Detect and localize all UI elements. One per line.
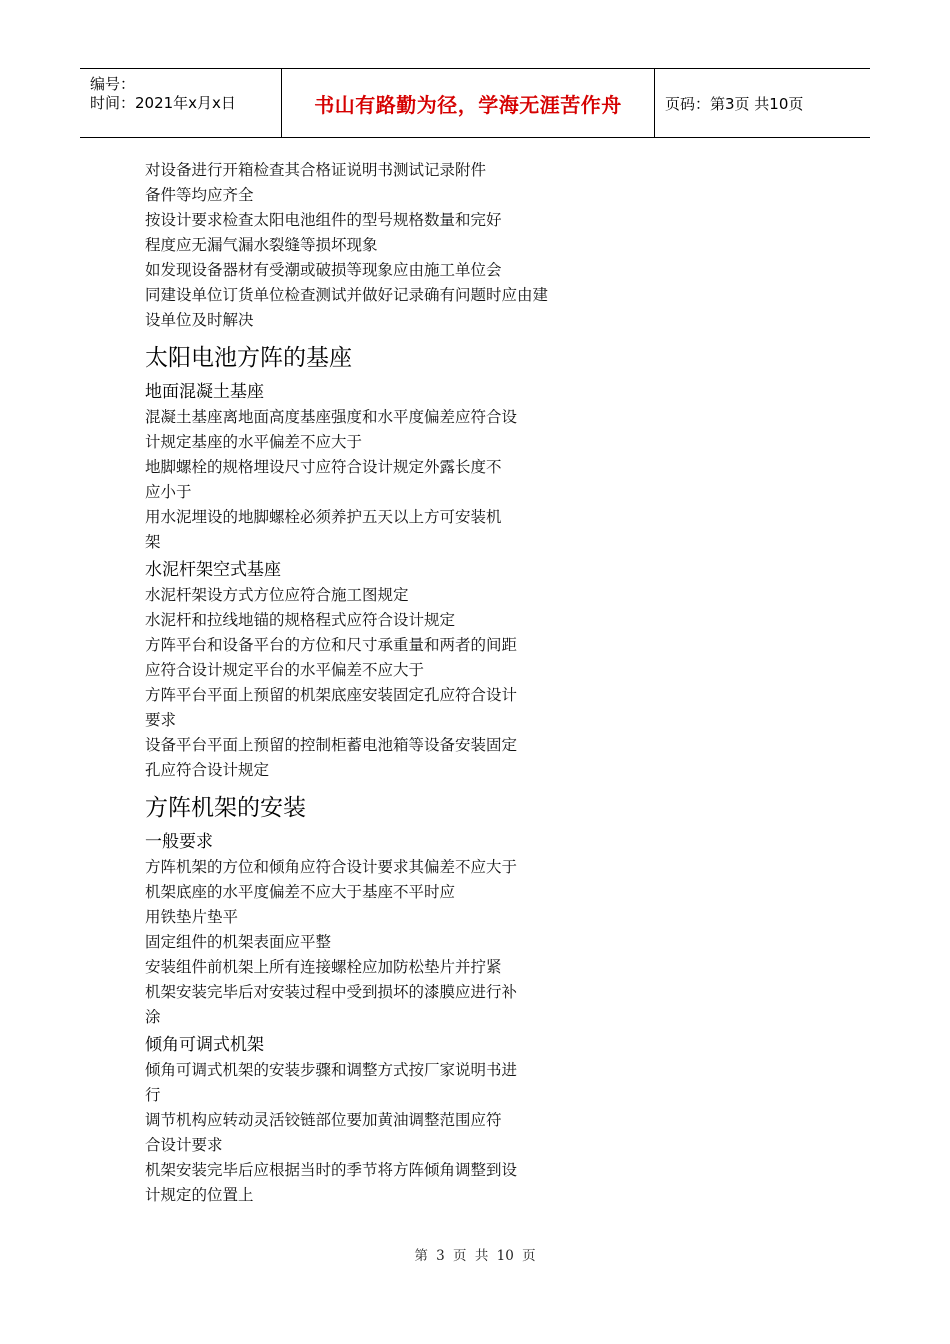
body-line: 行 (145, 1086, 161, 1104)
body-line: 如发现设备器材有受潮或破损等现象应由施工单位会 (145, 261, 502, 279)
header-page-code: 页码：第3页 共10页 (665, 94, 804, 113)
body-line: 应小于 (145, 483, 192, 501)
body-line: 备件等均应齐全 (145, 186, 254, 204)
body-line: 对设备进行开箱检查其合格证说明书测试记录附件 (145, 161, 487, 179)
body-line: 固定组件的机架表面应平整 (145, 933, 332, 951)
body-line: 水泥杆架设方式方位应符合施工图规定 (145, 586, 409, 604)
body-line: 混凝土基座离地面高度基座强度和水平度偏差应符合设 (145, 408, 518, 426)
body-line: 机架底座的水平度偏差不应大于基座不平时应 (145, 883, 456, 901)
body-line: 安装组件前机架上所有连接螺栓应加防松垫片并拧紧 (145, 958, 502, 976)
body-line: 倾角可调式机架的安装步骤和调整方式按厂家说明书进 (145, 1061, 518, 1079)
body-line: 地脚螺栓的规格埋设尺寸应符合设计规定外露长度不 (145, 458, 502, 476)
body-line: 程度应无漏气漏水裂缝等损坏现象 (145, 236, 378, 254)
body-line: 机架安装完毕后应根据当时的季节将方阵倾角调整到设 (145, 1161, 518, 1179)
header-motto-cell (281, 69, 655, 137)
subsection-heading: 一般要求 (145, 832, 213, 852)
section-heading: 太阳电池方阵的基座 (145, 345, 352, 371)
body-line: 应符合设计规定平台的水平偏差不应大于 (145, 661, 425, 679)
body-line: 用铁垫片垫平 (145, 908, 239, 926)
subsection-heading: 地面混凝土基座 (145, 382, 264, 402)
body-line: 按设计要求检查太阳电池组件的型号规格数量和完好 (145, 211, 502, 229)
page-header (80, 68, 870, 138)
header-motto: 书山有路勤为径，学海无涯苦作舟 (314, 92, 622, 117)
header-meta (80, 69, 281, 137)
document-time-label: 时间：2021年x月x日 (90, 94, 236, 112)
body-line: 设单位及时解决 (145, 311, 254, 329)
body-line: 用水泥埋设的地脚螺栓必须养护五天以上方可安装机 (145, 508, 502, 526)
body-line: 计规定的位置上 (145, 1186, 254, 1204)
body-line: 调节机构应转动灵活铰链部位要加黄油调整范围应符 (145, 1111, 502, 1129)
body-line: 方阵平台和设备平台的方位和尺寸承重量和两者的间距 (145, 636, 518, 654)
body-line: 孔应符合设计规定 (145, 761, 270, 779)
body-line: 同建设单位订货单位检查测试并做好记录确有问题时应由建 (145, 286, 549, 304)
subsection-heading: 水泥杆架空式基座 (145, 560, 281, 580)
body-line: 架 (145, 533, 161, 551)
intro-paragraph (145, 158, 595, 333)
document-number-label: 编号： (90, 75, 136, 93)
body-line: 方阵机架的方位和倾角应符合设计要求其偏差不应大于 (145, 858, 518, 876)
body-line: 机架安装完毕后对安装过程中受到损坏的漆膜应进行补 (145, 983, 518, 1001)
subsection-heading: 倾角可调式机架 (145, 1035, 264, 1055)
section-heading: 方阵机架的安装 (145, 795, 306, 821)
body-line: 涂 (145, 1008, 161, 1026)
body-line: 方阵平台平面上预留的机架底座安装固定孔应符合设计 (145, 686, 518, 704)
page-footer: 第 3 页 共 10 页 (414, 1248, 536, 1264)
body-line: 要求 (145, 711, 177, 729)
body-line: 设备平台平面上预留的控制柜蓄电池箱等设备安装固定 (145, 736, 518, 754)
document-body (145, 158, 595, 1208)
body-line: 计规定基座的水平偏差不应大于 (145, 433, 363, 451)
header-page-cell (655, 69, 870, 137)
body-line: 合设计要求 (145, 1136, 223, 1154)
body-line: 水泥杆和拉线地锚的规格程式应符合设计规定 (145, 611, 456, 629)
